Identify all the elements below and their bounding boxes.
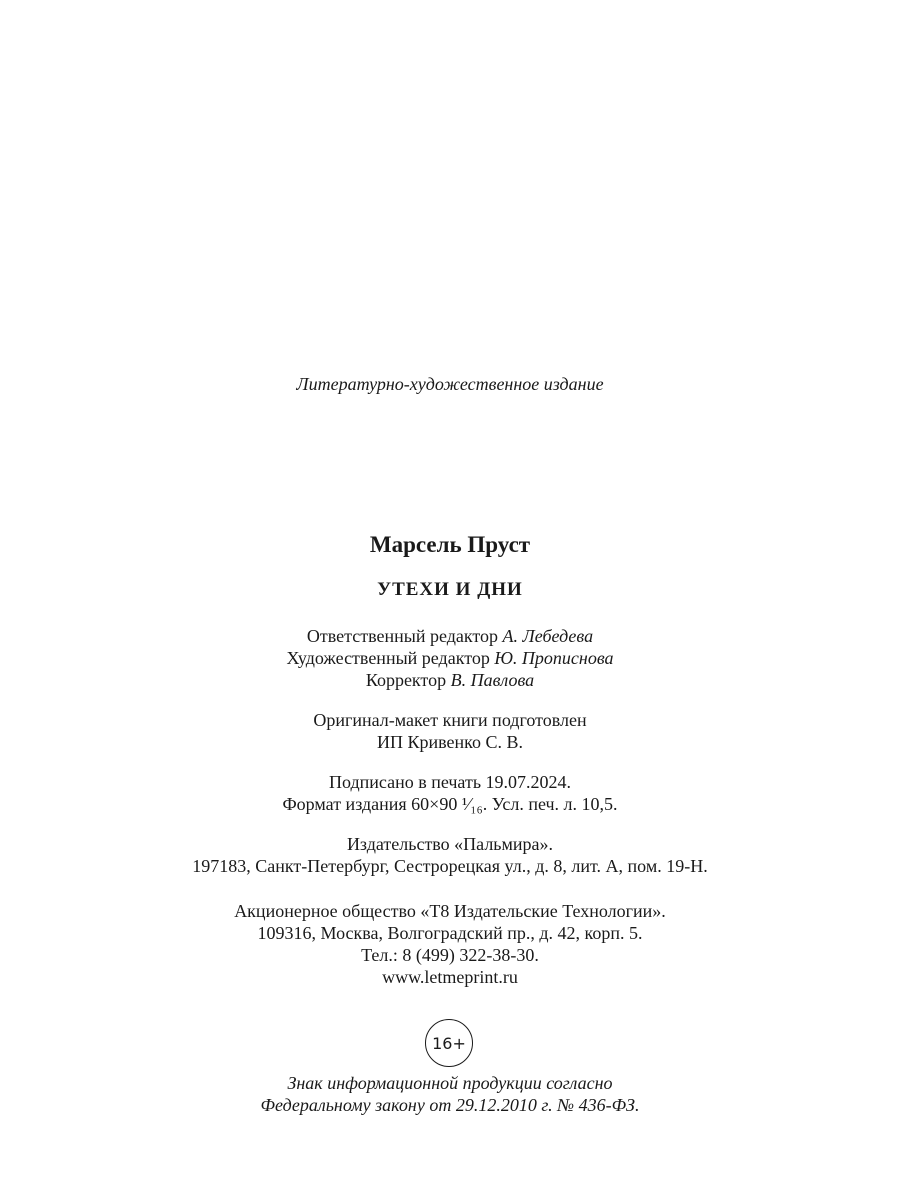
layout-credit-line2: ИП Кривенко С. В. xyxy=(377,732,523,752)
corrector-line xyxy=(0,669,900,691)
corrector-role: Корректор xyxy=(365,670,447,690)
printer-name: Акционерное общество «Т8 Издательские Технологии». xyxy=(234,901,666,921)
printer-address: 109316, Москва, Волгоградский пр., д. 42, корп. 5. xyxy=(257,923,643,943)
chief-editor-name: А. Лебедева xyxy=(502,626,594,646)
genre-label: Литературно-художественное издание xyxy=(296,374,604,394)
art-editor-name: Ю. Прописнова xyxy=(494,648,614,668)
age-rating-badge: 16+ xyxy=(425,1019,473,1067)
age-rating-note-line2: Федеральному закону от 29.12.2010 г. № 436-ФЗ. xyxy=(260,1095,640,1115)
art-editor-line xyxy=(0,647,900,669)
corrector-name: В. Павлова xyxy=(450,670,535,690)
publisher-name: Издательство «Пальмира». xyxy=(346,834,554,854)
print-format: Формат издания 60×90 ¹⁄₁₆. Усл. печ. л. 10,5. xyxy=(282,794,618,814)
printer-website: www.letmeprint.ru xyxy=(382,967,518,987)
print-signed: Подписано в печать 19.07.2024. xyxy=(328,772,572,792)
chief-editor-line xyxy=(0,625,900,647)
publisher-address: 197183, Санкт-Петербург, Сестрорецкая ул., д. 8, лит. А, пом. 19-Н. xyxy=(192,856,708,876)
layout-credit-line1: Оригинал-макет книги подготовлен xyxy=(313,710,587,730)
age-rating-note-line1: Знак информационной продукции согласно xyxy=(287,1073,613,1093)
chief-editor-role: Ответственный редактор xyxy=(306,626,499,646)
book-title: УТЕХИ И ДНИ xyxy=(377,579,523,600)
printer-phone: Тел.: 8 (499) 322-38-30. xyxy=(361,945,539,965)
author-name: Марсель Пруст xyxy=(369,532,531,557)
art-editor-role: Художественный редактор xyxy=(286,648,490,668)
